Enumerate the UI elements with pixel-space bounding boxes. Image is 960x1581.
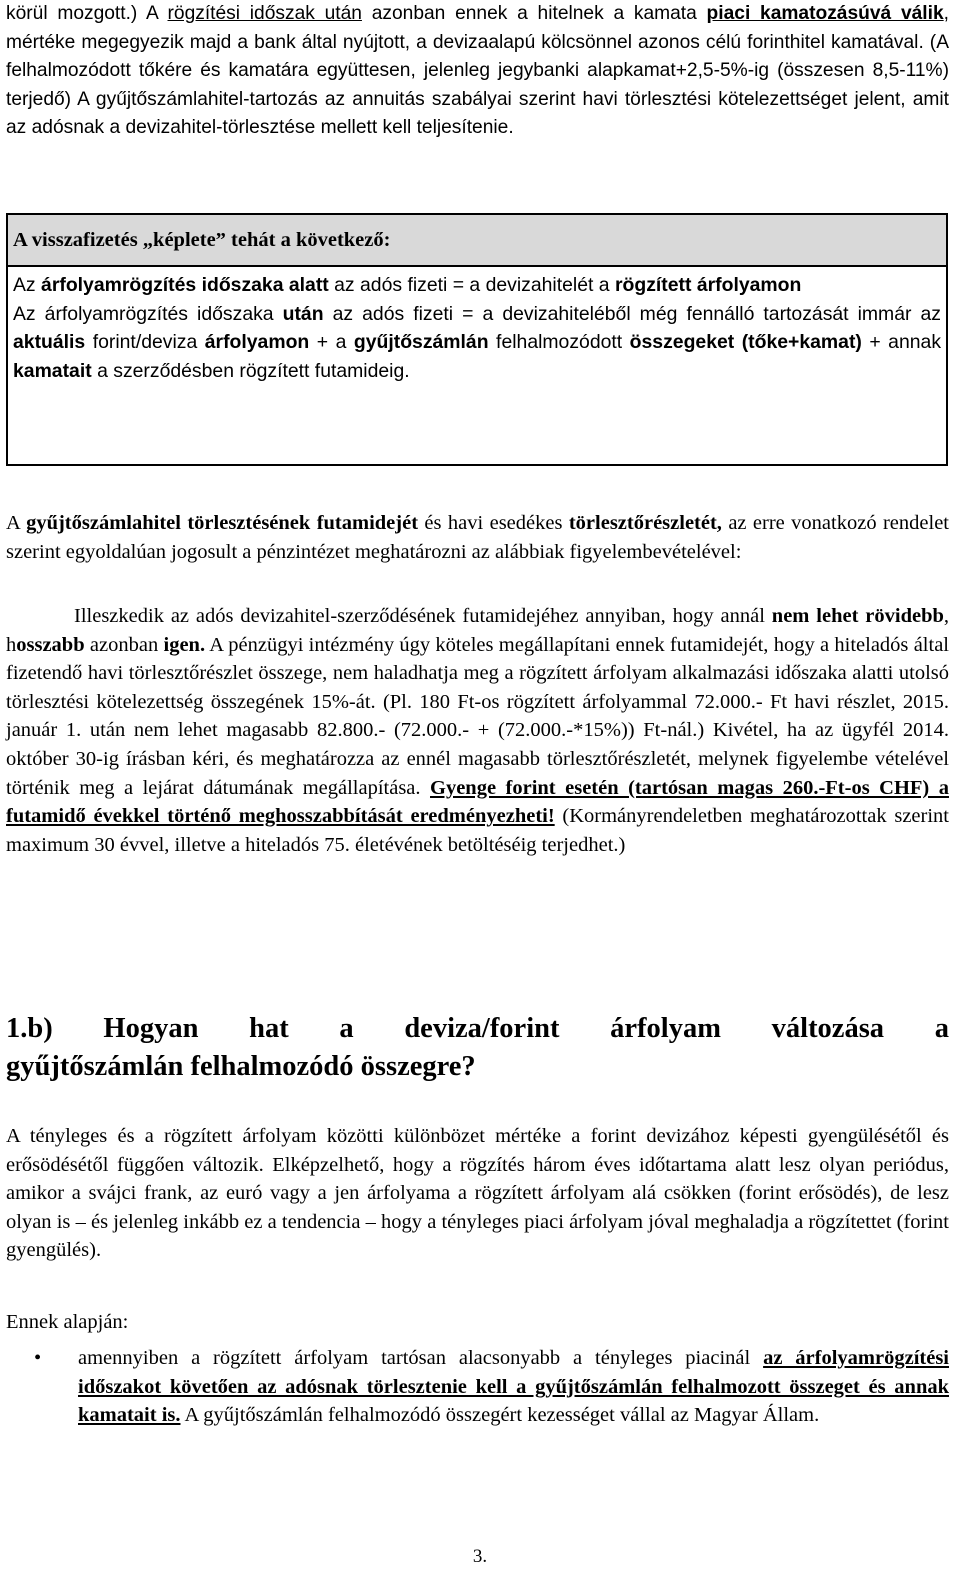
conclusion-list xyxy=(6,1344,949,1430)
page-number: 3. xyxy=(472,1546,488,1567)
term-rules-paragraph: Illeszkedik az adós devizahitel-szerződésének futamidejéhez annyiban, hogy annál nem lehet rövidebb, hosszabb azonban igen. A pénzügyi intézmény úgy köteles megállapítani ennek futamidejét, hogy a hiteladós által fizetendő havi törlesztőrészlet összege, nem haladhatja meg a rögzített árfolyam alkalmazási időszaka alatti utolsó törlesztési kötelezettség összegének 15%-át. (Pl. 180 Ft-os rögzített árfolyammal 72.000.- Ft havi részlet, 2015. január 1. után nem lehet magasabb 82.800.- (72.000.- + (72.000.-*15%)) Ft-nál.) Kivétel, ha az ügyfél 2014. október 30-ig írásban kéri, és meghatározza az ennél magasabb törlesztőrészletét, melynek figyelembe vételével történik meg a lejárat dátumának megállapítása. Gyenge forint esetén (tartósan magas 260.-Ft-os CHF) a futamidő évekkel történő meghosszabbítását eredményezheti! (Kormányrendeletben meghatározottak szerint maximum 30 évvel, illetve a hiteladós 75. életévének betöltéséig terjedhet.) xyxy=(6,605,950,856)
bullet-underlined-text: az árfolyamrögzítési időszakot követően az adósnak törlesztenie kell a gyűjtőszámlán felhalmozott összeget és annak kamatait is. xyxy=(78,1347,949,1427)
formula-box xyxy=(6,213,948,466)
intro-text: , mértéke megegyezik majd a bank által nyújtott, a devizaalapú kölcsönnel azonos célú forinthitel kamatával. (A felhalmozódott tőkére és kamatára együttesen, jelenleg jegybanki alapkamat+2,5-5%-ig (összesen 8,5-11%) terjedő) A gyűjtőszámlahitel-tartozás az annuitás szabályai szerint havi törlesztési kötelezettséget jelent, amit az adósnak a devizahitel-törlesztése mellett kell teljesítenie. xyxy=(6,3,949,139)
exchange-rate-paragraph: A tényleges és a rögzített árfolyam közötti különbözet mértéke a forint devizához képesti gyengülésétől és erősödésétől függően változik. Elképzelhető, hogy a rögzítés három éves időtartama alatt lesz olyan periódus, amikor a svájci frank, az euró vagy a jen árfolyama a rögzített árfolyam alá csökken (forint erősödés), de lesz olyan is – és jelenleg inkább ez a tendencia – hogy a tényleges piaci árfolyam jóval meghaladja a rögzítettet (forint gyengülés). xyxy=(6,1125,949,1262)
warning-underlined-text: Gyenge forint esetén (tartósan magas 260.-Ft-os CHF) a futamidő évekkel történő meghosszabbítását eredményezheti! xyxy=(6,776,949,828)
repayment-paragraph: A gyűjtőszámlahitel törlesztésének futamidejét és havi esedékes törlesztőrészletét, az erre vonatkozó rendelet szerint egyoldalúan jogosult a pénzintézet meghatározni az alábbiak figyelembevételével: xyxy=(6,512,949,563)
intro-paragraph xyxy=(6,0,949,143)
accordingly-label: Ennek alapján: xyxy=(6,1311,129,1333)
list-item: • amennyiben a rögzített árfolyam tartósan alacsonyabb a tényleges piacinál az árfolyamrögzítési időszakot követően az adósnak törlesztenie kell a gyűjtőszámlán felhalmozott összeget és annak kamatait is. A gyűjtőszámlán felhalmozódó összegért kezességet vállal az Magyar Állam. xyxy=(6,1344,949,1430)
formula-line-after: Az árfolyamrögzítés időszaka után az adós fizeti = a devizahiteléből még fennálló tartozását immár az aktuális forint/deviza árfolyamon + a gyűjtőszámlán felhalmozódott összegeket (tőke+kamat) + annak kamatait a szerződésben rögzített futamideig. xyxy=(13,302,942,382)
formula-box-body xyxy=(8,267,946,385)
section-heading: 1.b) Hogyan hat a deviza/forint árfolyam változása a gyűjtőszámlán felhalmozódó összegre? xyxy=(6,1013,949,1082)
intro-text: körül mozgott.) A xyxy=(6,3,168,24)
intro-underlined-text: rögzítési időszak után xyxy=(167,3,362,24)
formula-line-during: Az árfolyamrögzítés időszaka alatt az adós fizeti = a devizahitelét a rögzített árfolyamon xyxy=(13,274,802,296)
formula-box-heading: A visszafizetés „képlete” tehát a következő: xyxy=(8,215,946,267)
bullet-icon: • xyxy=(34,1347,42,1369)
intro-text: azonban ennek a hitelnek a kamata xyxy=(361,3,707,24)
intro-underlined-bold-text: piaci kamatozásúvá válik xyxy=(706,3,944,24)
